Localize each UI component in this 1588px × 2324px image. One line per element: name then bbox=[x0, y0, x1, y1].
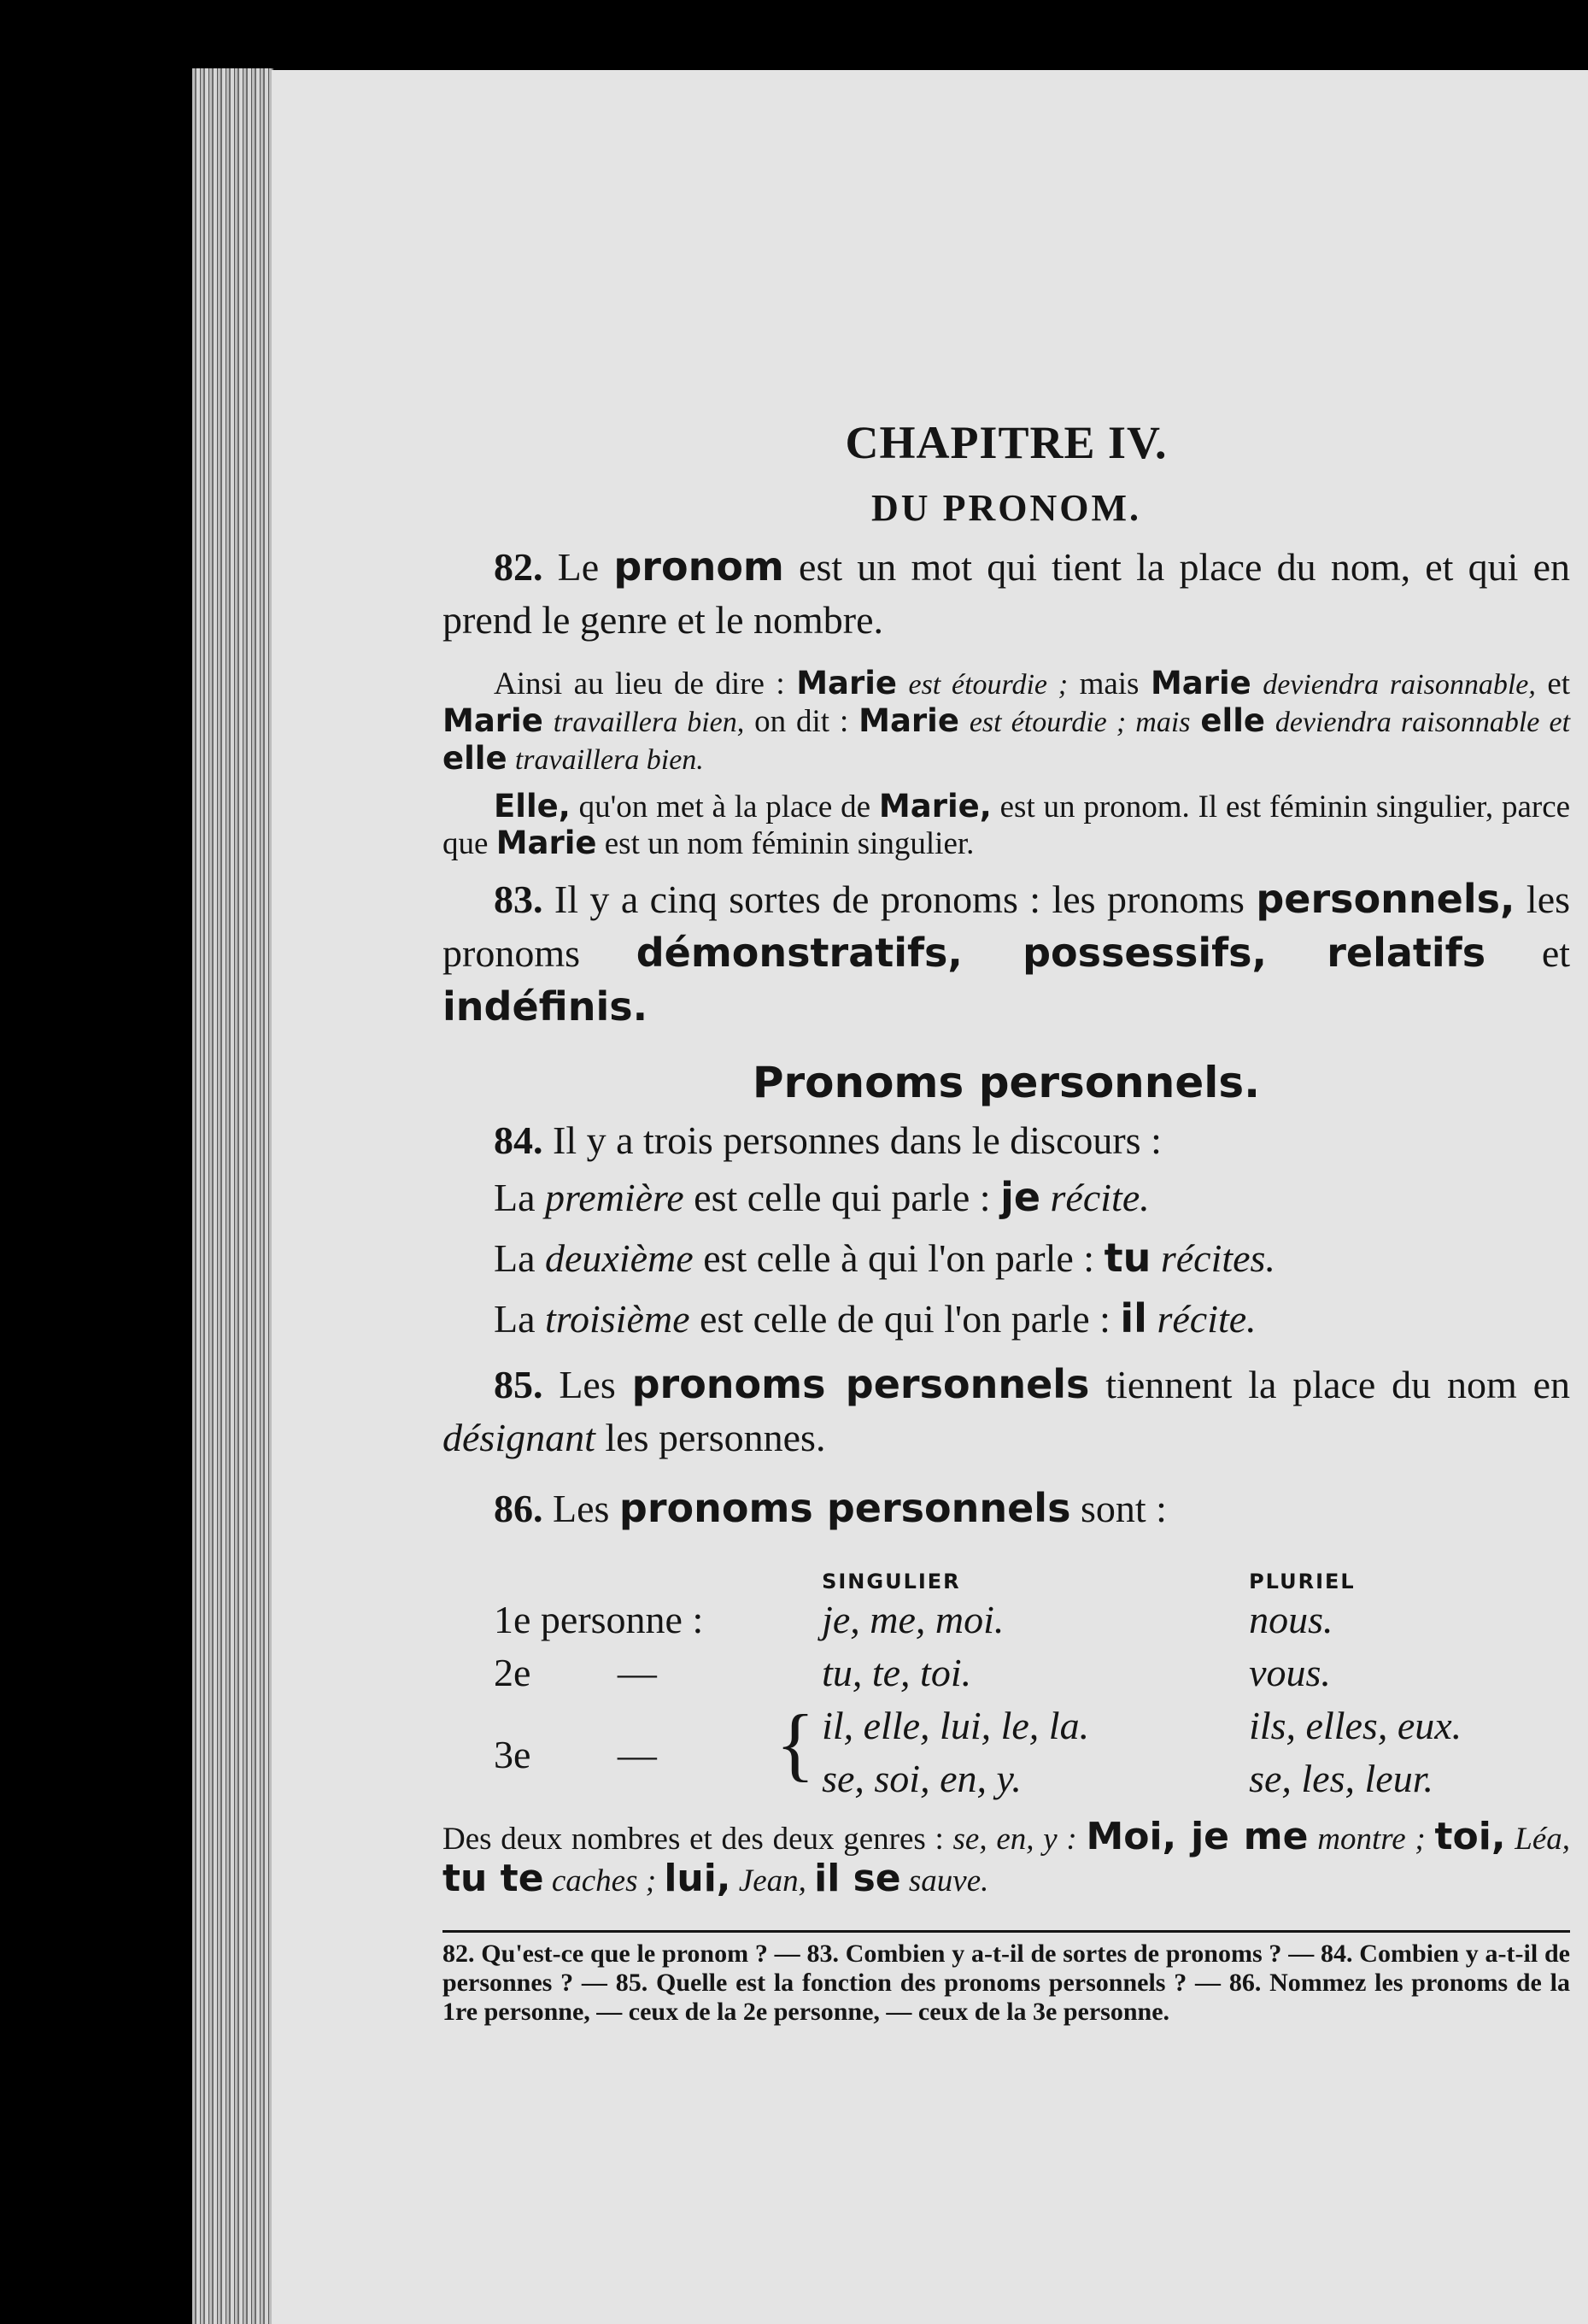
genre-examples: Des deux nombres et des deux genres : se, en, y : Moi, je me montre ; toi, Léa, tu te caches ; lui, Jean, il se sauve. bbox=[442, 1815, 1571, 1900]
person-line-1: La première est celle qui parle : je récite. bbox=[494, 1174, 1150, 1220]
example-paragraph: Ainsi au lieu de dire : Marie est étourdie ; mais Marie deviendra raisonnable, et Marie travaillera bien, on dit : Marie est étourdie ; mais elle deviendra raisonnable et elle travaillera bien. bbox=[442, 665, 1571, 777]
column-header-singular: SINGULIER bbox=[822, 1570, 961, 1593]
column-header-plural: PLURIEL bbox=[1249, 1570, 1356, 1593]
table-row: 1e personne : je, me, moi. nous. bbox=[494, 1598, 1333, 1641]
page-text bbox=[442, 326, 1570, 2027]
paragraph-number: 82. bbox=[494, 545, 543, 589]
paragraph-84: 84. Il y a trois personnes dans le discours : bbox=[494, 1118, 1162, 1162]
brace: { bbox=[776, 1698, 816, 1789]
section-heading: Pronoms personnels. bbox=[752, 1058, 1261, 1107]
paragraph-85: 85. Les pronoms personnels tiennent la place du nom en désignant les personnes. bbox=[442, 1361, 1570, 1459]
table-row: 2e — tu, te, toi. vous. bbox=[494, 1651, 1331, 1694]
footnote-divider bbox=[442, 1930, 1570, 1933]
paragraph-83: 83. Il y a cinq sortes de pronoms : les pronoms personnels, les pronoms démonstratifs, possessifs, relatifs et indéfinis. bbox=[442, 876, 1571, 1030]
review-questions: 82. Qu'est-ce que le pronom ? — 83. Combien y a-t-il de sortes de pronoms ? — 84. Combien y a-t-il de personnes ? — 85. Quelle est la fonction des pronoms personnels ? — 86. Nommez les pronoms de la 1re personne, — ceux de la 2e personne, — ceux de la 3e personne. bbox=[442, 1940, 1570, 2026]
explanation-paragraph: Elle, qu'on met à la place de Marie, est un pronom. Il est féminin singulier, parce que Marie est un nom féminin singulier. bbox=[442, 788, 1571, 861]
term-pronom: pronom bbox=[613, 543, 784, 590]
table-row: 3e — { il, elle, lui, le, la. ils, elles, eux. bbox=[494, 1703, 1539, 1756]
pronoun-table bbox=[494, 1544, 1539, 1809]
table-row: se, soi, en, y. se, les, leur. bbox=[822, 1757, 1433, 1800]
person-line-2: La deuxième est celle à qui l'on parle : tu récites. bbox=[494, 1235, 1275, 1281]
book-page bbox=[272, 70, 1588, 2324]
paragraph-86: 86. Les pronoms personnels sont : bbox=[494, 1485, 1167, 1531]
paragraph-82: 82. Le pronom est un mot qui tient la place du nom, et qui en prend le genre et le nombre. bbox=[442, 543, 1570, 642]
chapter-subtitle: DU PRONOM. bbox=[871, 487, 1141, 529]
page-edges bbox=[192, 68, 273, 2324]
person-line-3: La troisième est celle de qui l'on parle : il récite. bbox=[494, 1295, 1257, 1341]
chapter-title: CHAPITRE IV. bbox=[845, 417, 1168, 468]
